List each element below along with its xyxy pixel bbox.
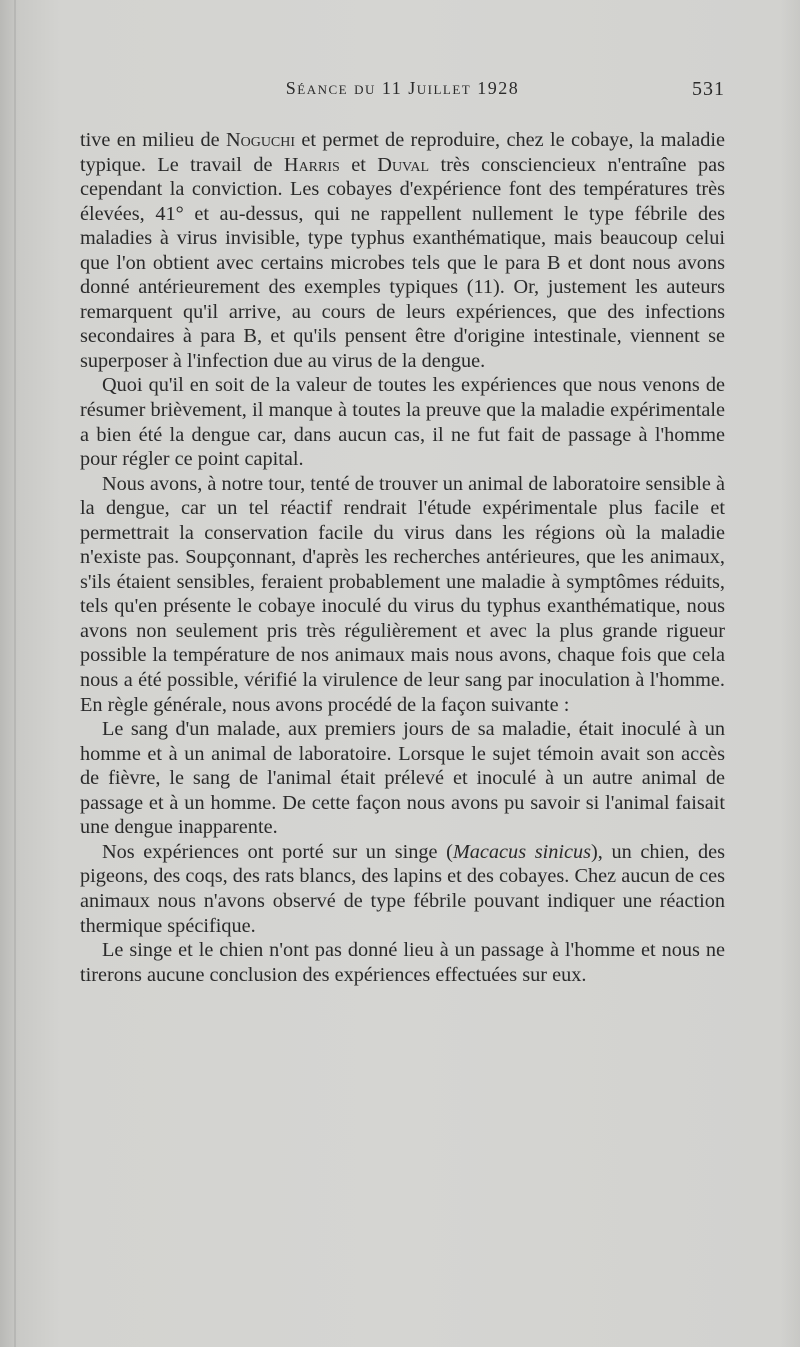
author-name: Harris (283, 153, 340, 176)
text-run: Quoi qu'il en soit de la valeur de toutes les expériences que nous venons de résumer brièvement, il manque à toutes la preuve que la maladie expérimentale a bien été la dengue car, dans aucun cas, il ne fut fait de passage à l'homme pour régler ce point capital. (80, 374, 725, 471)
author-name: Duval (377, 153, 430, 176)
paragraph (80, 128, 725, 373)
paragraph (80, 938, 725, 987)
author-name: Noguchi (225, 129, 296, 151)
running-head: Séance du 11 Juillet 1928 (285, 78, 520, 98)
text-run: ), un chien, des pigeons, des coqs, des rats blancs, des lapins et des cobayes. Chez aucun de ces animaux nous n'avons observé de type fébrile pouvant indiquer une réaction thermique spécifique. (80, 840, 726, 937)
text-run: tive en milieu de (80, 129, 226, 151)
text-run: Le sang d'un malade, aux premiers jours de sa maladie, était inoculé à un homme et à un animal de laboratoire. Lorsque le sujet témoin avait son accès de fièvre, le sang de l'animal était prélevé et inoculé à un autre animal de passage et à un homme. De cette façon nous avons pu savoir si l'animal faisait une dengue inapparente. (80, 718, 725, 839)
paragraph (80, 840, 725, 938)
page-header (80, 78, 725, 108)
species-name: Macacus sinicus (452, 840, 592, 863)
body-text (80, 128, 725, 987)
text-run: Le singe et le chien n'ont pas donné lieu à un passage à l'homme et nous ne tirerons aucune conclusion des expériences effectuées sur eux. (80, 939, 725, 986)
paragraph (80, 717, 725, 840)
text-run: Nous avons, à notre tour, tenté de trouver un animal de laboratoire sensible à la dengue, car un tel réactif rendrait l'étude expérimentale plus facile et permettrait la conservation facile du virus dans les régions où la maladie n'existe pas. Soupçonnant, d'après les recherches antérieures, que les animaux, s'ils étaient sensibles, feraient probablement une maladie à symptômes réduits, tels qu'en présente le cobaye inoculé du virus du typhus exanthématique, nous avons non seulement pris très régulièrement et avec la plus grande rigueur possible la température de nos animaux mais nous avons, chaque fois que cela nous a été possible, vérifié la virulence de leur sang par inoculation à l'homme. En règle générale, nous avons procédé de la façon suivante : (80, 472, 725, 716)
page-number: 531 (692, 78, 725, 100)
text-run: et (339, 153, 378, 176)
text-run: Nos expériences ont porté sur un singe ( (102, 840, 453, 863)
binding-gutter (14, 0, 16, 1347)
paragraph (80, 373, 725, 471)
text-run: très consciencieux n'entraîne pas cependant la conviction. Les cobayes d'expérience font des températures très élevées, 41° et au-dessus, qui ne rappellent nullement le type fébrile des maladies à virus invisible, type typhus exanthématique, mais beaucoup celui que l'on obtient avec certains microbes tels que le para B et dont nous avons donné antérieurement des exemples typiques (11). Or, justement les auteurs remarquent qu'il arrive, au cours de leurs expériences, que des infections secondaires à para B, et qu'ils pensent être d'origine intestinale, viennent se superposer à l'infection due au virus de la dengue. (80, 153, 725, 372)
text-run: et permet de reproduire, chez le cobaye, la maladie typique. Le travail de (80, 129, 725, 176)
paragraph (80, 472, 725, 717)
